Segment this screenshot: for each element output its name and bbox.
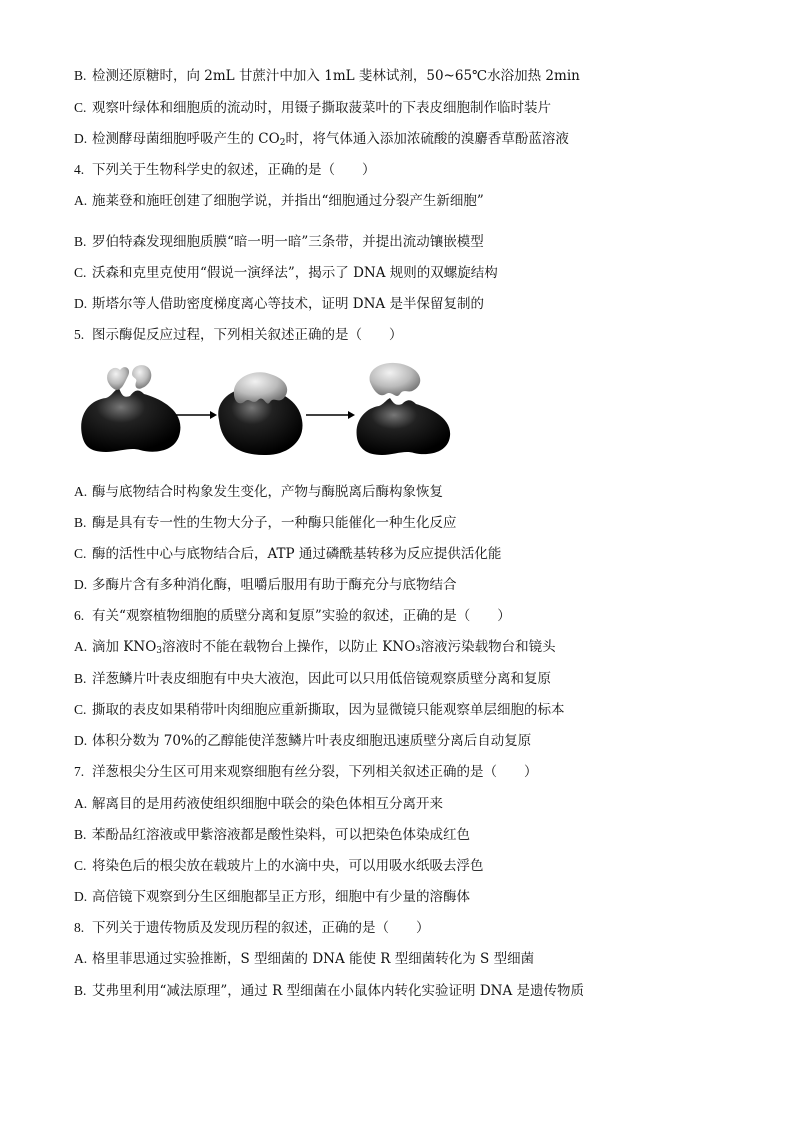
text-line: B. 酶是具有专一性的生物大分子，一种酶只能催化一种生化反应: [74, 515, 457, 531]
text-line: D. 高倍镜下观察到分生区细胞都呈正方形，细胞中有少量的溶酶体: [74, 889, 470, 905]
text-line: B. 艾弗里利用“减法原理”，通过 R 型细菌在小鼠体内转化实验证明 DNA 是遗传物质: [74, 983, 585, 999]
arrow-2: [306, 411, 355, 419]
question-line: 6. 有关“观察植物细胞的质壁分离和复原”实验的叙述，正确的是（ ）: [74, 608, 511, 624]
text-line: C. 沃森和克里克使用“假说一演绎法”，揭示了 DNA 规则的双螺旋结构: [74, 265, 498, 281]
substrate-part: [132, 365, 151, 389]
question-line: 4. 下列关于生物科学史的叙述，正确的是（ ）: [74, 162, 376, 178]
enzyme-substrate-complex: [218, 372, 302, 455]
text-line: D. 多酶片含有多种消化酶，咀嚼后服用有助于酶充分与底物结合: [74, 577, 457, 593]
text-line: B. 苯酚品红溶液或甲紫溶液都是酸性染料，可以把染色体染成红色: [74, 827, 470, 843]
question-line: 7. 洋葱根尖分生区可用来观察细胞有丝分裂，下列相关叙述正确的是（ ）: [74, 764, 538, 780]
text-line: B. 罗伯特森发现细胞质膜“暗一明一暗”三条带，并提出流动镶嵌模型: [74, 234, 484, 250]
product: [370, 363, 421, 396]
question-line: 5. 图示酶促反应过程，下列相关叙述正确的是（ ）: [74, 327, 403, 343]
text-line: B. 洋葱鳞片叶表皮细胞有中央大液泡，因此可以只用低倍镜观察质壁分离和复原: [74, 671, 551, 687]
text-line: C. 将染色后的根尖放在载玻片上的水滴中央，可以用吸水纸吸去浮色: [74, 858, 484, 874]
text-line: C. 撕取的表皮如果稍带叶肉细胞应重新撕取，因为显微镜只能观察单层细胞的标本: [74, 702, 565, 718]
question-line: 8. 下列关于遗传物质及发现历程的叙述，正确的是（ ）: [74, 920, 430, 936]
text-line: D. 检测酵母菌细胞呼吸产生的 $CO_2$时，将气体通入添加浓硫酸的溴麝香草酚蓝溶液: [74, 131, 569, 148]
enzyme-1: [81, 365, 180, 452]
text-line: D. 斯塔尔等人借助密度梯度离心等技术，证明 DNA 是半保留复制的: [74, 296, 484, 312]
text-line: C. 酶的活性中心与底物结合后，ATP 通过磷酰基转移为反应提供活化能: [74, 546, 502, 562]
enzyme-3: [357, 363, 451, 455]
substrate-part: [107, 367, 129, 390]
enzyme-body: [357, 398, 451, 455]
text-line: A. 滴加 $KNO_3$溶液时不能在载物台上操作，以防止 KNO₃溶液污染载物台和镜头: [74, 639, 556, 656]
arrow-1: [176, 411, 217, 419]
text-line: A. 格里菲思通过实验推断，S 型细菌的 DNA 能使 R 型细菌转化为 S 型细菌: [74, 951, 535, 967]
text-line: A. 施莱登和施旺创建了细胞学说，并指出“细胞通过分裂产生新细胞”: [74, 193, 484, 209]
text-line: A. 酶与底物结合时构象发生变化，产物与酶脱离后酶构象恢复: [74, 484, 443, 500]
text-line: B. 检测还原糖时，向 2mL 甘蔗汁中加入 1mL 斐林试剂，50~65℃水浴加热 2min: [74, 68, 580, 84]
text-line: A. 解离目的是用药液使组织细胞中联会的染色体相互分离开来: [74, 796, 443, 812]
text-line: D. 体积分数为 70%的乙醇能使洋葱鳞片叶表皮细胞迅速质壁分离后自动复原: [74, 733, 532, 749]
text-line: C. 观察叶绿体和细胞质的流动时，用镊子撕取菠菜叶的下表皮细胞制作临时装片: [74, 100, 551, 116]
enzyme-body: [81, 388, 180, 452]
enzyme-reaction-figure: [74, 360, 464, 460]
